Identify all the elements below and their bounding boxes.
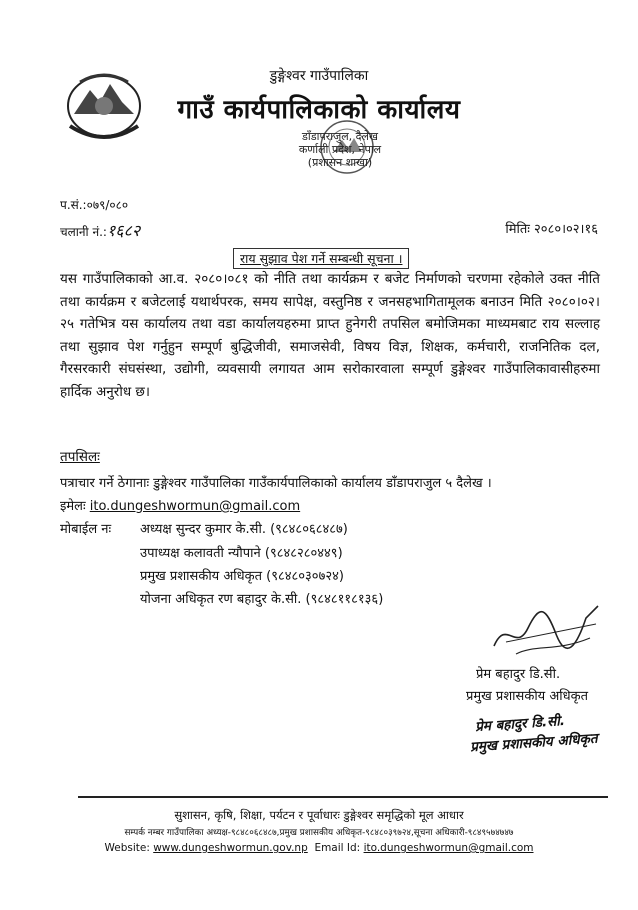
email-line — [60, 496, 300, 514]
office-title: गाउँ कार्यपालिकाको कार्यालय — [177, 95, 461, 125]
municipality-name: डुङ्गेश्वर गाउँपालिका — [269, 68, 369, 84]
footer-contacts: सम्पर्क नम्बर गाउँपालिका अध्यक्ष-९८४८०६८४८७,प्रमुख प्रशासकीय अधिकृत-९८४८०३९७२४,सूचना अधिकारी-९८४९५७४७४७ — [124, 828, 514, 838]
signatory-title: प्रमुख प्रशासकीय अधिकृत — [466, 689, 589, 704]
seal-name: प्रेम बहादुर डि.सी. — [474, 712, 566, 736]
chalani-label: चलानी नं.: — [60, 225, 107, 239]
letter-date: मितिः २०८०।०२।१६ — [505, 222, 598, 237]
signature-scribble-icon — [486, 598, 606, 658]
notice-body: यस गाउँपालिकाको आ.व. २०८०।०८१ को नीति तथा कार्यक्रम र बजेट निर्माणको चरणमा रहेकोले उक्त नीति तथा कार्यक्रम र बजेटलाई यथार्थपरक, समय सापेक्ष, वस्तुनिष्ठ र जनसहभागितामूलक बनाउन मिति २०८०।०२।२५ गतेभित्र यस कार्यालय तथा वडा कार्यालयहरुमा प्राप्त हुनेगरी तपसिल बमोजिमका माध्यमबाट राय सल्लाह तथा सुझाव पेश गर्नुहुन सम्पूर्ण बुद्धिजीवी, समाजसेवी, विषय विज्ञ, शिक्षक, कर्मचारी, राजनितिक दल, गैरसरकारी संघसंस्था, उद्योगी, व्यवसायी लगायत आम सरोकारवाला सम्पूर्ण डुङ्गेश्वर गाउँपालिकावासीहरुमा हार्दिक अनुरोध छ। — [60, 271, 600, 400]
footer-motto: सुशासन, कृषि, शिक्षा, पर्यटन र पूर्वाधारः डुङ्गेश्वर समृद्धिको मूल आधार — [174, 808, 464, 822]
stamp-line: (प्रशासन शाखा) — [307, 156, 373, 169]
chalani-line — [60, 219, 140, 241]
notice-subject: राय सुझाव पेश गर्ने सम्बन्धी सूचना । — [233, 248, 409, 269]
patra-sankhya: प.सं.:०७९/०८० — [60, 198, 129, 212]
footer-email-label: Email Id: — [314, 842, 361, 854]
footer-web-email — [0, 842, 638, 854]
website-link[interactable]: www.dungeshwormun.gov.np — [153, 842, 308, 854]
signatory-name: प्रेम बहादुर डि.सी. — [476, 667, 561, 682]
contact-chairperson: अध्यक्ष सुन्दर कुमार के.सी. (९८४८०६८४८७) — [140, 522, 348, 537]
correspondence-address: पत्राचार गर्ने ठेगानाः डुङ्गेश्वर गाउँपालिका गाउँकार्यपालिकाको कार्यालय डाँडापराजुल ५ दैलेख । — [60, 476, 492, 491]
stamp-text — [270, 130, 410, 169]
contact-planning-officer: योजना अधिकृत रण बहादुर के.सी. (९८४८११८१३६) — [140, 592, 384, 607]
contact-vice-chairperson: उपाध्यक्ष कलावती न्यौपाने (९८४८२८०४४९) — [140, 546, 343, 561]
website-label: Website: — [104, 842, 150, 854]
tapsil-heading: तपसिलः — [60, 449, 100, 465]
contact-cao: प्रमुख प्रशासकीय अधिकृत (९८४८०३०७२४) — [140, 569, 344, 584]
mobile-label: मोबाईल नः — [60, 522, 112, 537]
email-link[interactable]: ito.dungeshwormun@gmail.com — [89, 499, 301, 514]
stamp-line: डाँडापराजुल, दैलेख — [302, 130, 378, 143]
chalani-number: १६८२ — [106, 221, 141, 240]
stamp-line: कर्णाली प्रदेश, नेपाल — [298, 143, 382, 156]
footer-email-link[interactable]: ito.dungeshwormun@gmail.com — [363, 842, 534, 854]
seal-title: प्रमुख प्रशासकीय अधिकृत — [469, 730, 599, 756]
footer-divider — [78, 796, 608, 798]
email-label: इमेलः — [60, 499, 86, 514]
